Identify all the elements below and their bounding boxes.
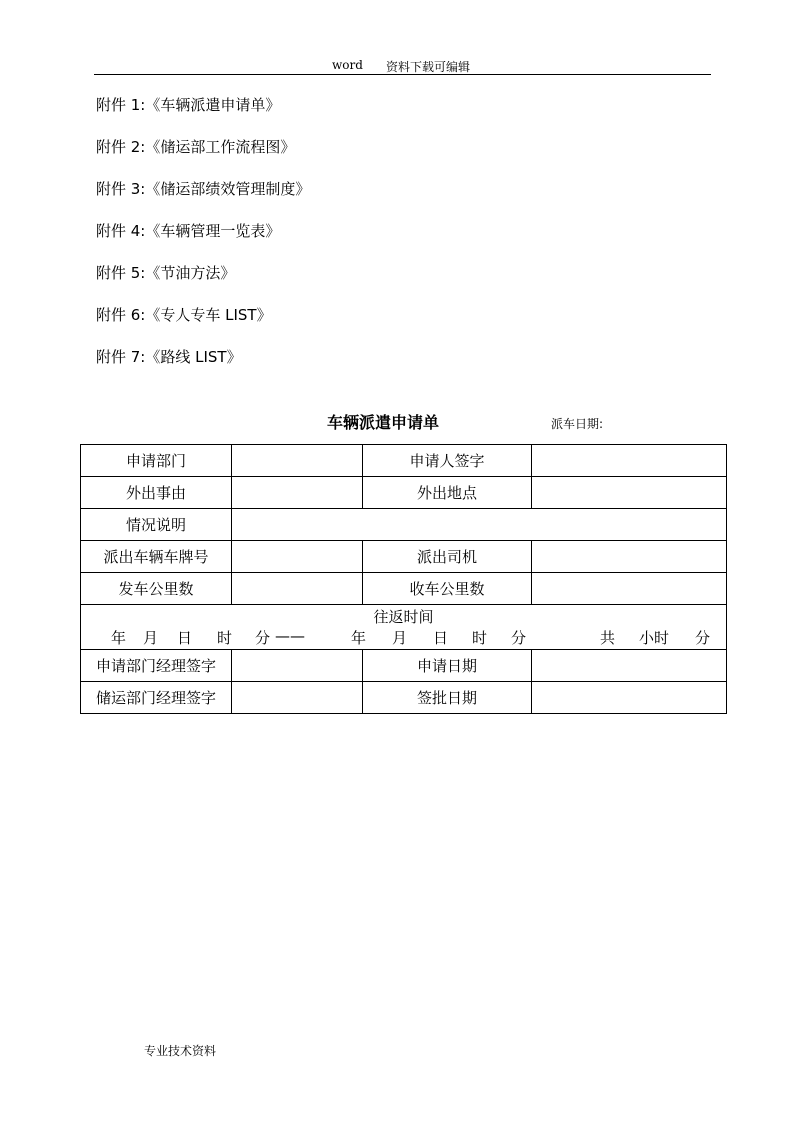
field-destination[interactable] (532, 477, 727, 509)
label-applicant-dept: 申请部门 (81, 445, 232, 477)
unit-hours: 小时 (639, 629, 670, 647)
label-applicant-sign: 申请人签字 (363, 445, 532, 477)
unit-minute: 分 (511, 629, 527, 647)
label-reason: 外出事由 (81, 477, 232, 509)
table-row (81, 541, 727, 573)
table-row (81, 650, 727, 682)
header-rule (94, 74, 711, 75)
unit-hour: 时 (472, 629, 488, 647)
attachment-item: 附件 4:《车辆管理一览表》 (96, 222, 281, 240)
label-plate: 派出车辆车牌号 (81, 541, 232, 573)
unit-hour: 时 (217, 629, 233, 647)
field-applicant-sign[interactable] (532, 445, 727, 477)
label-start-km: 发车公里数 (81, 573, 232, 605)
field-logistics-manager-sign[interactable] (232, 682, 363, 714)
label-apply-date: 申请日期 (363, 650, 532, 682)
unit-month: 月 (143, 629, 159, 647)
attachment-item: 附件 3:《储运部绩效管理制度》 (96, 180, 311, 198)
field-description[interactable] (232, 509, 727, 541)
table-row (81, 509, 727, 541)
attachment-item: 附件 5:《节油方法》 (96, 264, 236, 282)
page-footer: 专业技术资料 (144, 1044, 217, 1058)
field-start-km[interactable] (232, 573, 363, 605)
table-row (81, 682, 727, 714)
attachment-item: 附件 6:《专人专车 LIST》 (96, 306, 272, 324)
label-end-km: 收车公里数 (363, 573, 532, 605)
label-destination: 外出地点 (363, 477, 532, 509)
label-logistics-manager-sign: 储运部门经理签字 (81, 682, 232, 714)
label-driver: 派出司机 (363, 541, 532, 573)
round-trip-cell[interactable] (81, 605, 727, 650)
attachment-item: 附件 2:《储运部工作流程图》 (96, 138, 296, 156)
unit-day: 日 (177, 629, 193, 647)
table-row (81, 605, 727, 650)
table-row (81, 445, 727, 477)
table-row (81, 477, 727, 509)
header-text: 资料下载可编辑 (386, 60, 471, 74)
label-description: 情况说明 (81, 509, 232, 541)
field-apply-date[interactable] (532, 650, 727, 682)
label-dept-manager-sign: 申请部门经理签字 (81, 650, 232, 682)
round-trip-label: 往返时间 (373, 608, 434, 626)
field-applicant-dept[interactable] (232, 445, 363, 477)
field-plate[interactable] (232, 541, 363, 573)
field-driver[interactable] (532, 541, 727, 573)
attachment-list (96, 95, 310, 389)
header-word: word (332, 58, 363, 72)
label-approve-date: 签批日期 (363, 682, 532, 714)
round-trip-fields (81, 627, 726, 649)
field-dept-manager-sign[interactable] (232, 650, 363, 682)
unit-total: 共 (600, 629, 616, 647)
field-end-km[interactable] (532, 573, 727, 605)
field-reason[interactable] (232, 477, 363, 509)
unit-minute: 分 (695, 629, 711, 647)
attachment-item: 附件 1:《车辆派遣申请单》 (96, 96, 281, 114)
unit-dash: —— (275, 627, 305, 645)
table-row (81, 573, 727, 605)
field-approve-date[interactable] (532, 682, 727, 714)
form-title: 车辆派遣申请单 (327, 413, 440, 432)
dispatch-form-table (80, 444, 727, 714)
attachment-item: 附件 7:《路线 LIST》 (96, 348, 242, 366)
unit-day: 日 (433, 629, 449, 647)
unit-year: 年 (111, 629, 127, 647)
unit-month: 月 (392, 629, 408, 647)
unit-minute: 分 (255, 629, 271, 647)
unit-year: 年 (351, 629, 367, 647)
dispatch-date-label: 派车日期: (551, 417, 604, 431)
